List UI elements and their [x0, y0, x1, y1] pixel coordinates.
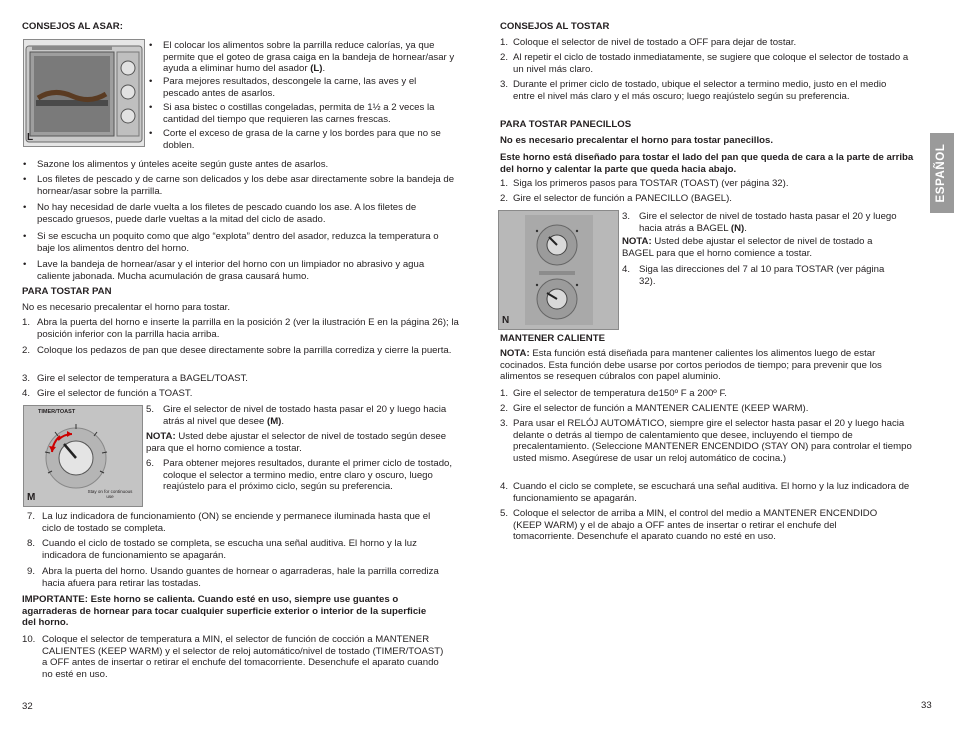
list-item: 6. Para obtener mejores resultados, durante el primer ciclo de tostado, coloque el selector a termino medio, entre claro y oscuro, luego reajústelo para el próximo ciclo, según su preferencia. — [146, 458, 453, 492]
figure-n-label: N — [502, 315, 510, 326]
figure-m-dial — [23, 405, 143, 507]
bagel-steps — [500, 178, 920, 208]
grilling-bullets — [37, 159, 455, 285]
grilling-tips-heading: CONSEJOS AL ASAR: — [22, 21, 123, 32]
list-item: 1. Gire el selector de temperatura de150º F a 200º F. — [500, 388, 727, 399]
note-n: NOTA: Usted debe ajustar el selector de nivel de tostado a BAGEL para que el horno comience a tostar. — [622, 236, 873, 259]
list-item: 2. Gire el selector de función a PANECILLO (BAGEL). — [500, 193, 732, 204]
list-item: • No hay necesidad de darle vuelta a los filetes de pescado cuando los ase. A los filetes de pescado gruesos, puede darle vueltas a la mitad del ciclo de asado. — [37, 202, 455, 231]
keep-warm-heading: MANTENER CALIENTE — [500, 333, 605, 344]
toasting-tips — [500, 37, 920, 117]
toast-steps — [22, 317, 462, 403]
list-item: 2. Al repetir el ciclo de tostado inmediatamente, se sugiere que coloque el selector de tostado a un nivel más claro. — [500, 52, 909, 75]
language-side-tab: ESPAÑOL — [930, 133, 954, 213]
list-item: 3. Para usar el RELÓJ AUTOMÁTICO, siempre gire el selector hasta pasar el 20 y luego hacia delante o detrás al tiempo de calentamiento que desee, incluyendo el tiempo de precalentamiento. (Seleccione MANTENER ENCENDIDO (STAY ON) para controlar el tiempo usted mismo. Asegúrese de usar un reloj automático de cocina.) — [500, 418, 912, 464]
toast-steps-right-of-figure — [146, 404, 456, 508]
oven-illustration-icon — [24, 40, 144, 146]
list-item: • Si se escucha un poquito como que algo “explota” dentro del asador, reduzca la temperatura o baje los alimentos dentro del horno. — [37, 231, 455, 259]
list-item: 7. La luz indicadora de funcionamiento (ON) se enciende y permanece iluminada hasta que el ciclo de tostado se completa. — [27, 511, 431, 534]
bagel-heading: PARA TOSTAR PANECILLOS — [500, 119, 632, 130]
list-item: • Los filetes de pescado y de carne son delicados y los debe asar directamente sobre la bandeja de hornear/asar sobre la parrilla. — [37, 174, 455, 202]
list-item: • Corte el exceso de grasa de la carne y los bordes para que no se doblen. — [163, 128, 455, 152]
toast-heading: PARA TOSTAR PAN — [22, 286, 112, 297]
figure-n-controls — [498, 210, 619, 330]
list-item: 8. Cuando el ciclo de tostado se completa, se escucha una señal auditiva. El horno y la luz indicadora de funcionamiento se apagarán. — [27, 538, 417, 561]
bagel-note-1: No es necesario precalentar el horno para tostar panecillos. — [500, 135, 773, 146]
page-number-right: 33 — [921, 700, 932, 711]
list-item: 3. Gire el selector de temperatura a BAGEL/TOAST. — [22, 373, 248, 384]
dial-note: Stay on for continuous use — [87, 489, 133, 499]
list-item: 1. Siga los primeros pasos para TOSTAR (TOAST) (ver página 32). — [500, 178, 789, 189]
list-item: 1. Coloque el selector de nivel de tostado a OFF para dejar de tostar. — [500, 37, 797, 48]
figure-l-oven — [23, 39, 145, 147]
list-item: • El colocar los alimentos sobre la parrilla reduce calorías, ya que permite que el goteo de grasa caiga en la bandeja de hornear/asar y ayuda a eliminar humo del asador (L). — [163, 40, 455, 76]
list-item: 3. Durante el primer ciclo de tostado, ubique el selector a termino medio, justo en el medio entre el nivel más claro y el más oscuro; luego reajústelo según su preferencia. — [500, 79, 887, 102]
list-item: 4. Gire el selector de función a TOAST. — [22, 388, 193, 399]
keep-warm-steps — [500, 388, 918, 548]
important-warning: IMPORTANTE: Este horno se calienta. Cuando esté en uso, siempre use guantes o agarraderas de hornear para tocar cualquier superficie exterior o interior de la superficie del horno. — [22, 594, 427, 628]
page-number-left: 32 — [22, 701, 33, 712]
bagel-note-2: Este horno está diseñado para tostar el lado del pan que queda de cara a la parte de arriba del horno y calentar la parte que queda hacia abajo. — [500, 152, 914, 175]
list-item: 9. Abra la puerta del horno. Usando guantes de hornear o agarraderas, hale la parrilla corrediza hacia afuera para retirar las tostadas. — [27, 566, 439, 589]
toast-steps-b — [27, 511, 447, 593]
list-item: 4. Siga las direcciones del 7 al 10 para TOSTAR (ver página 32). — [622, 264, 885, 287]
list-item: 10. Coloque el selector de temperatura a MIN, el selector de función de cocción a MANTENER CALIENTES (KEEP WARM) y el selector de reloj automático/nivel de tostado (TIMER/TOAST) a OFF antes de insertar o retirar el enchufe del tomacorriente. Desenchufe el aparato cuando no esté en uso. — [22, 634, 444, 680]
list-item: • Si asa bistec o costillas congeladas, permita de 1½ a 2 veces la cantidad del tiempo que requieren las carnes frescas. — [163, 102, 455, 128]
list-item: 3. Gire el selector de nivel de tostado hasta pasar el 20 y luego hacia atrás a BAGEL (N). — [622, 211, 897, 234]
figure-bullets — [163, 40, 455, 152]
list-item: 5. Gire el selector de nivel de tostado hasta pasar el 20 y luego hacia atrás al nivel que desee (M). — [146, 404, 447, 427]
toasting-tips-heading: CONSEJOS AL TOSTAR — [500, 21, 610, 32]
keep-warm-note: NOTA: Esta función está diseñada para mantener calientes los alimentos luego de estar cocinados. Esta función debe usarse por cortos periodos de tiempo; para prevenir que los alimentos se resequen cúbralos con papel aluminio. — [500, 348, 882, 382]
list-item: • Lave la bandeja de hornear/asar y el interior del horno con un limpiador no abrasivo y agua caliente jabonada. Mucha acumulación de grasa causará humo. — [37, 259, 455, 285]
toast-intro: No es necesario precalentar el horno para tostar. — [22, 302, 230, 313]
bagel-steps-right-of-figure — [622, 211, 902, 290]
control-panel-icon — [499, 211, 618, 329]
list-item: 5. Coloque el selector de arriba a MIN, el control del medio a MANTENER ENCENDIDO (KEEP WARM) y el de abajo a OFF antes de insertar o retirar el enchufe del tomacorriente. Desenchufe el aparato cuando no esté en uso. — [500, 508, 878, 542]
list-item: 2. Coloque los pedazos de pan que desee directamente sobre la parrilla corrediza y cierre la puerta. — [22, 345, 452, 356]
list-item: 2. Gire el selector de función a MANTENER CALIENTE (KEEP WARM). — [500, 403, 809, 414]
list-item: 4. Cuando el ciclo se complete, se escuchará una señal auditiva. El horno y la luz indicadora de funcionamiento se apagarán. — [500, 481, 910, 504]
note-m: NOTA: Usted debe ajustar el selector de nivel de tostado según desee para que el horno comience a tostar. — [146, 431, 447, 454]
list-item: • Para mejores resultados, descongele la carne, las aves y el pescado antes de asarlos. — [163, 76, 455, 102]
dial-title: TIMER/TOAST — [38, 409, 76, 415]
list-item: • Sazone los alimentos y únteles aceite según guste antes de asarlos. — [37, 159, 455, 174]
figure-l-label: L — [27, 132, 34, 143]
list-item: 1. Abra la puerta del horno e inserte la parrilla en la posición 2 (ver la ilustración E en la página 26); la posición inferior con la parrilla hacia arriba. — [22, 317, 459, 340]
figure-m-label: M — [27, 492, 36, 503]
